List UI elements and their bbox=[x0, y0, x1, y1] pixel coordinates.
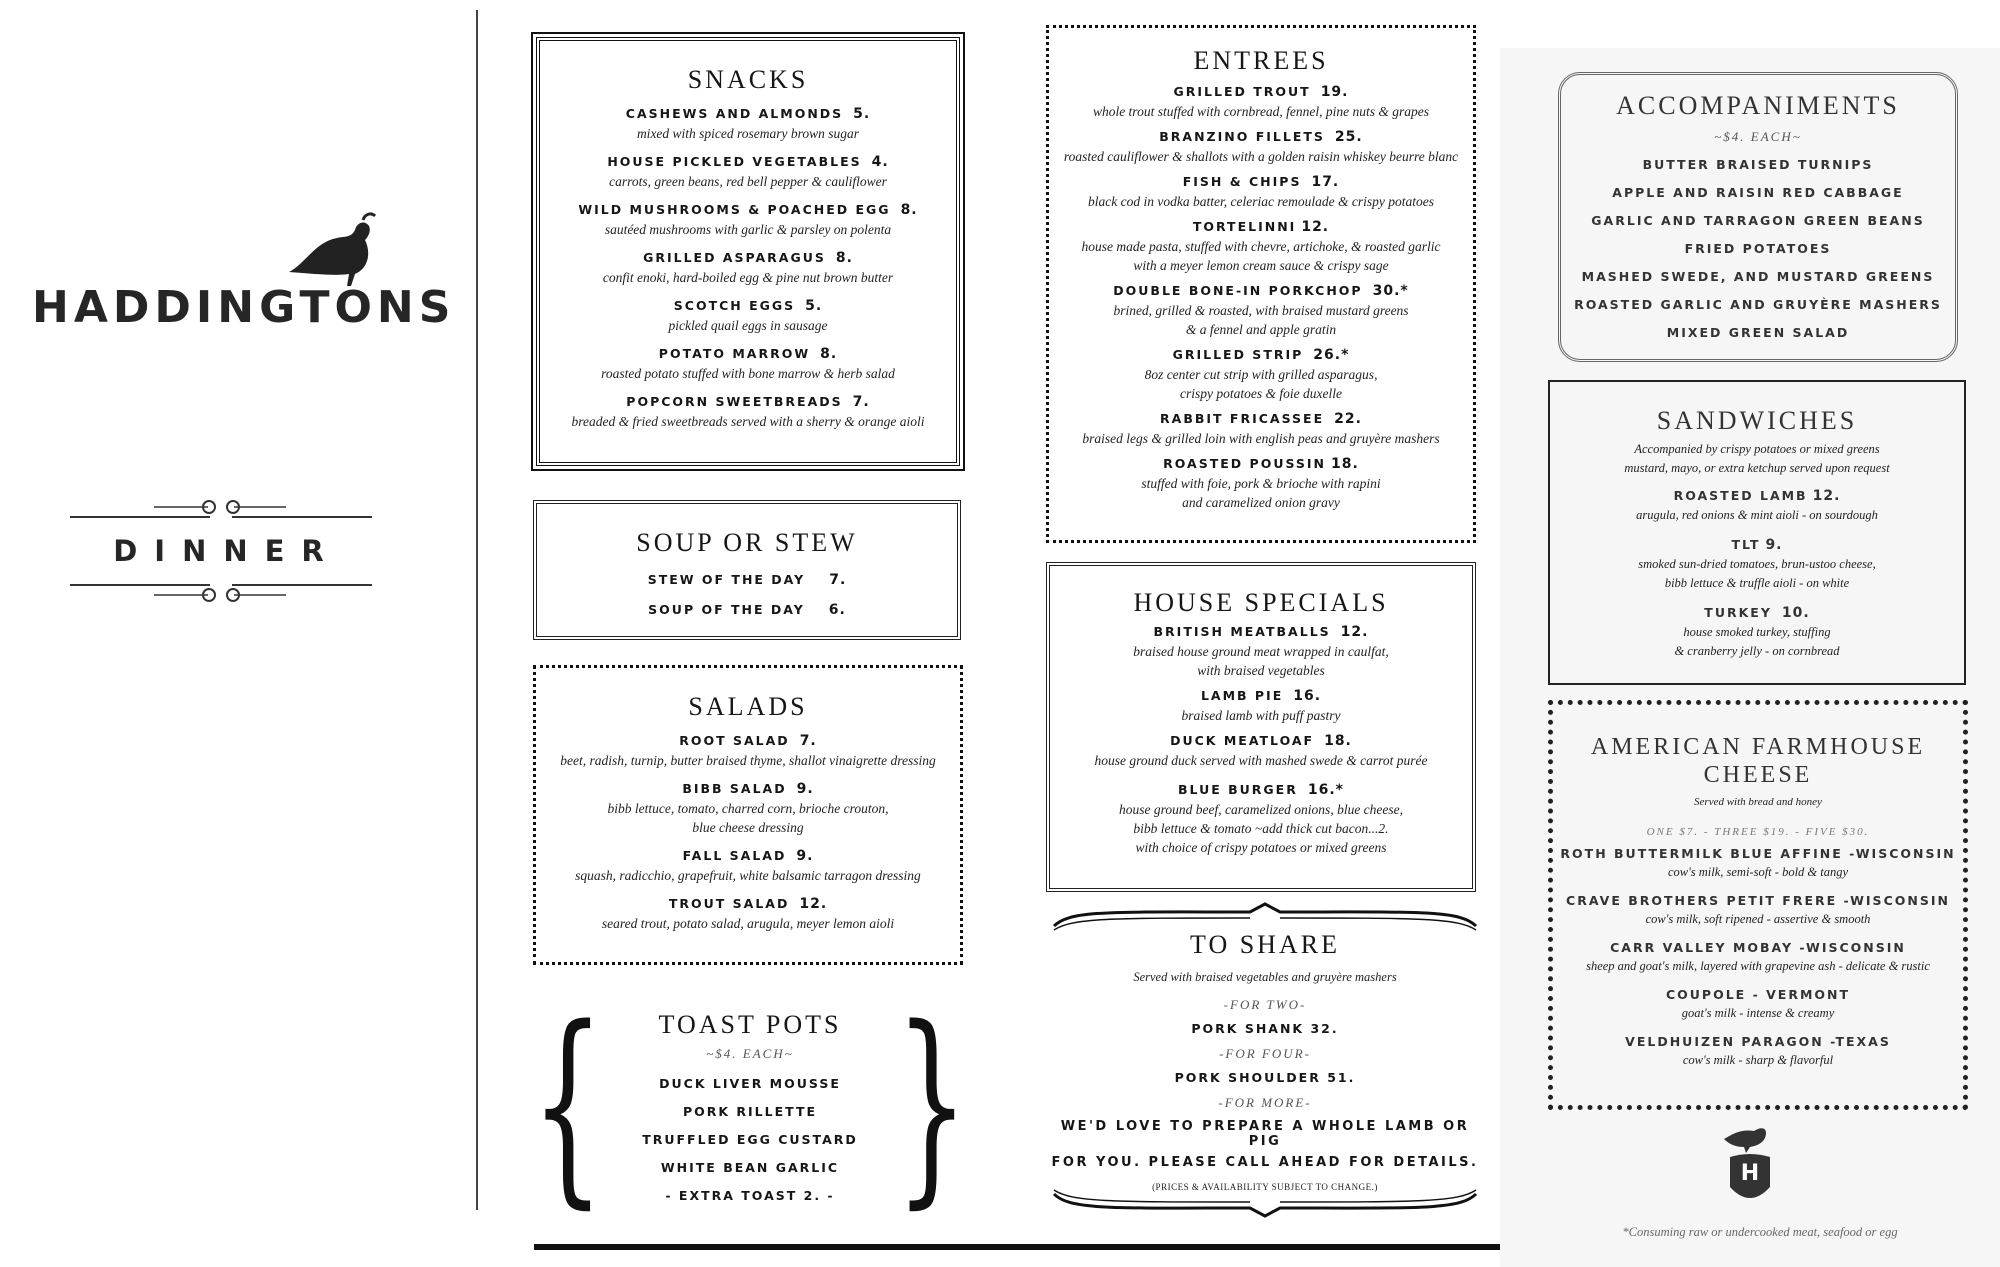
item-name: CARR VALLEY MOBAY -WISCONSIN bbox=[1610, 940, 1906, 955]
item-description: breaded & fried sweetbreads served with a sherry & orange aioli bbox=[571, 414, 925, 429]
item-name: RABBIT FRICASSEE bbox=[1160, 411, 1325, 426]
item-name: FALL SALAD bbox=[682, 848, 787, 863]
item-description: roasted cauliflower & shallots with a golden raisin whiskey beurre blanc bbox=[1063, 149, 1459, 164]
item-name: FISH & CHIPS bbox=[1182, 174, 1302, 189]
section-title: AMERICAN FARMHOUSE bbox=[1590, 734, 1926, 760]
section-title: SNACKS bbox=[687, 65, 809, 94]
item-name: GRILLED STRIP bbox=[1172, 347, 1304, 362]
menu-item bbox=[1553, 1034, 1963, 1070]
menu-item bbox=[537, 572, 957, 588]
menu-item: ROASTED GARLIC AND GRUYÈRE MASHERS bbox=[1574, 297, 1942, 312]
section-accompaniments bbox=[1558, 72, 1958, 362]
restaurant-logo-wordmark: HADDINGTONS bbox=[32, 282, 456, 333]
section-soup-or-stew bbox=[533, 500, 961, 640]
item-description: whole trout stuffed with cornbread, fennel, pine nuts & grapes bbox=[1092, 104, 1430, 119]
item-name: BLUE BURGER bbox=[1178, 782, 1298, 797]
menu-item bbox=[536, 781, 960, 837]
menu-item: WHITE BEAN GARLIC bbox=[660, 1160, 840, 1175]
item-name: WILD MUSHROOMS & POACHED EGG bbox=[578, 202, 891, 217]
item-name: CRAVE BROTHERS PETIT FRERE -WISCONSIN bbox=[1566, 893, 1950, 908]
menu-item bbox=[540, 394, 956, 431]
item-description: roasted potato stuffed with bone marrow & herb salad bbox=[601, 366, 895, 381]
menu-item: DUCK LIVER MOUSSE bbox=[659, 1076, 841, 1091]
item-name: STEW OF THE DAY bbox=[647, 572, 806, 587]
item-name: GRILLED ASPARAGUS bbox=[643, 250, 826, 265]
item-price: 7. bbox=[852, 394, 870, 410]
item-description: pickled quail eggs in sausage bbox=[668, 318, 828, 333]
menu-item bbox=[536, 733, 960, 770]
menu-item bbox=[536, 848, 960, 885]
item-description: bibb lettuce & truffle aioli - on white bbox=[1664, 576, 1850, 590]
for-four-label: -FOR FOUR- bbox=[1219, 1046, 1311, 1061]
item-price: 8. bbox=[820, 346, 838, 362]
menu-item bbox=[1050, 782, 1472, 857]
price-disclaimer: (PRICES & AVAILABILITY SUBJECT TO CHANGE.) bbox=[1152, 1182, 1378, 1192]
item-description: arugula, red onions & mint aioli - on sourdough bbox=[1636, 508, 1878, 522]
menu-item bbox=[540, 106, 956, 143]
item-price: 17. bbox=[1311, 174, 1340, 190]
item-description: & cranberry jelly - on cornbread bbox=[1674, 644, 1840, 658]
menu-item: FRIED POTATOES bbox=[1684, 241, 1832, 256]
section-title: TOAST POTS bbox=[658, 1010, 842, 1039]
item-price: 25. bbox=[1334, 129, 1363, 145]
item-price: 9. bbox=[1765, 537, 1783, 553]
cheese-pricing: ONE $7. - THREE $19. - FIVE $30. bbox=[1646, 826, 1870, 838]
item-description: house made pasta, stuffed with chevre, artichoke, & roasted garlic bbox=[1081, 239, 1441, 254]
menu-item bbox=[1049, 219, 1473, 275]
item-price: 18. bbox=[1324, 733, 1352, 749]
item-name: TLT bbox=[1731, 537, 1761, 552]
right-brace-icon: } bbox=[895, 982, 969, 1227]
menu-item bbox=[540, 202, 956, 239]
item-name: BRANZINO FILLETS bbox=[1159, 129, 1325, 144]
menu-item: PORK RILLETTE bbox=[682, 1104, 818, 1119]
item-description: confit enoki, hard-boiled egg & pine nut brown butter bbox=[602, 270, 894, 285]
item-name: LAMB PIE bbox=[1200, 688, 1284, 703]
for-two-label: -FOR TWO- bbox=[1223, 997, 1307, 1012]
item-name: ROASTED LAMB bbox=[1673, 488, 1808, 503]
item-description: stuffed with foie, pork & brioche with rapini bbox=[1141, 476, 1381, 491]
section-title: HOUSE SPECIALS bbox=[1133, 588, 1389, 617]
section-title: ACCOMPANIMENTS bbox=[1616, 91, 1900, 120]
item-description: bibb lettuce, tomato, charred corn, brioche crouton, bbox=[607, 801, 889, 816]
whole-animal-note: FOR YOU. PLEASE CALL AHEAD FOR DETAILS. bbox=[1051, 1155, 1479, 1170]
menu-item: PORK SHANK 32. bbox=[1191, 1021, 1339, 1036]
item-description: blue cheese dressing bbox=[692, 820, 804, 835]
page-bottom-rule bbox=[534, 1244, 1509, 1250]
price-note: ~$4. EACH~ bbox=[706, 1046, 794, 1061]
item-description: with choice of crispy potatoes or mixed greens bbox=[1135, 840, 1387, 855]
item-name: TURKEY bbox=[1704, 605, 1772, 620]
section-to-share bbox=[1050, 900, 1480, 1220]
item-name: POPCORN SWEETBREADS bbox=[626, 394, 843, 409]
item-name: ROASTED POUSSIN bbox=[1163, 456, 1327, 471]
section-salads bbox=[533, 665, 963, 965]
menu-item bbox=[1550, 537, 1964, 593]
item-price: 12. bbox=[1340, 624, 1369, 640]
item-name: ROTH BUTTERMILK BLUE AFFINE -WISCONSIN bbox=[1560, 846, 1956, 861]
item-description: carrots, green beans, red bell pepper & cauliflower bbox=[609, 174, 887, 189]
menu-item bbox=[540, 154, 956, 191]
item-price: 12. bbox=[799, 896, 828, 912]
menu-item: MIXED GREEN SALAD bbox=[1666, 325, 1850, 340]
menu-item: BUTTER BRAISED TURNIPS bbox=[1642, 157, 1874, 172]
item-price: 26.* bbox=[1313, 347, 1350, 363]
menu-item bbox=[1553, 846, 1963, 882]
price-note: ~$4. EACH~ bbox=[1714, 129, 1802, 144]
item-price: 7. bbox=[799, 733, 817, 749]
item-description: sheep and goat's milk, layered with grapevine ash - delicate & rustic bbox=[1586, 959, 1930, 973]
menu-item: TRUFFLED EGG CUSTARD bbox=[642, 1132, 858, 1147]
item-name: TROUT SALAD bbox=[668, 896, 790, 911]
item-description: braised house ground meat wrapped in caulfat, bbox=[1133, 644, 1389, 659]
section-title: CHEESE bbox=[1703, 762, 1813, 788]
crest-logo bbox=[1720, 1125, 1780, 1210]
item-description: braised legs & grilled loin with english peas and gruyère mashers bbox=[1082, 431, 1440, 446]
section-title: SOUP OR STEW bbox=[636, 528, 858, 557]
item-name: SOUP OF THE DAY bbox=[648, 602, 805, 617]
item-name: HOUSE PICKLED VEGETABLES bbox=[607, 154, 862, 169]
item-price: 16.* bbox=[1307, 782, 1344, 798]
dinner-banner bbox=[68, 500, 374, 602]
item-description: cow's milk - sharp & flavorful bbox=[1682, 1053, 1834, 1067]
item-name: COUPOLE - VERMONT bbox=[1665, 987, 1851, 1002]
item-name: ROOT SALAD bbox=[679, 733, 790, 748]
item-description: house ground beef, caramelized onions, blue cheese, bbox=[1118, 802, 1404, 817]
section-title: ENTREES bbox=[1193, 46, 1329, 75]
item-description: seared trout, potato salad, arugula, meyer lemon aioli bbox=[601, 916, 895, 931]
for-more-label: -FOR MORE- bbox=[1218, 1095, 1312, 1110]
page-fold-divider bbox=[476, 10, 478, 1210]
menu-item bbox=[1553, 893, 1963, 929]
item-description: sautéed mushrooms with garlic & parsley on polenta bbox=[604, 222, 892, 237]
menu-item bbox=[1049, 347, 1473, 403]
menu-item bbox=[1550, 605, 1964, 661]
section-subtitle: mustard, mayo, or extra ketchup served upon request bbox=[1624, 461, 1890, 475]
item-description: squash, radicchio, grapefruit, white balsamic tarragon dressing bbox=[575, 868, 921, 883]
item-name: BIBB SALAD bbox=[682, 781, 787, 796]
item-description: bibb lettuce & tomato ~add thick cut bacon...2. bbox=[1133, 821, 1389, 836]
item-price: 12. bbox=[1812, 488, 1841, 504]
section-subtitle: Served with bread and honey bbox=[1694, 796, 1822, 808]
item-name: VELDHUIZEN PARAGON -TEXAS bbox=[1625, 1034, 1891, 1049]
section-toast-pots bbox=[531, 982, 969, 1230]
item-description: with braised vegetables bbox=[1197, 663, 1325, 678]
item-name: SCOTCH EGGS bbox=[673, 298, 796, 313]
item-description: 8oz center cut strip with grilled asparagus, bbox=[1144, 367, 1378, 382]
item-price: 6. bbox=[828, 602, 846, 618]
section-sandwiches bbox=[1548, 380, 1966, 685]
item-description: house ground duck served with mashed swede & carrot purée bbox=[1094, 753, 1428, 768]
menu-item: GARLIC AND TARRAGON GREEN BEANS bbox=[1591, 213, 1925, 228]
menu-item bbox=[1050, 624, 1472, 680]
menu-item bbox=[1050, 688, 1472, 725]
menu-item bbox=[536, 896, 960, 933]
item-description: braised lamb with puff pastry bbox=[1181, 708, 1341, 723]
menu-item bbox=[1049, 129, 1473, 166]
item-name: POTATO MARROW bbox=[658, 346, 811, 361]
quail-icon bbox=[285, 212, 377, 290]
dinner-label: DINNER bbox=[113, 534, 341, 568]
item-price: 8. bbox=[835, 250, 853, 266]
menu-item bbox=[1550, 488, 1964, 525]
item-price: 7. bbox=[829, 572, 847, 588]
item-description: & a fennel and apple gratin bbox=[1185, 322, 1337, 337]
menu-item bbox=[537, 602, 957, 618]
item-price: 22. bbox=[1334, 411, 1362, 427]
section-snacks bbox=[536, 37, 960, 466]
item-price: 12. bbox=[1301, 219, 1330, 235]
item-description: brined, grilled & roasted, with braised mustard greens bbox=[1113, 303, 1409, 318]
item-price: 18. bbox=[1331, 456, 1359, 472]
menu-item bbox=[1049, 84, 1473, 121]
menu-item bbox=[1049, 411, 1473, 448]
item-description: crispy potatoes & foie duxelle bbox=[1180, 386, 1342, 401]
whole-animal-note: WE'D LOVE TO PREPARE A WHOLE LAMB OR PIG bbox=[1060, 1119, 1470, 1149]
section-subtitle: Accompanied by crispy potatoes or mixed greens bbox=[1634, 442, 1880, 456]
item-name: CASHEWS AND ALMONDS bbox=[625, 106, 844, 121]
item-name: DOUBLE BONE-IN PORKCHOP bbox=[1113, 283, 1363, 298]
item-name: DUCK MEATLOAF bbox=[1170, 733, 1315, 748]
item-description: beet, radish, turnip, butter braised thyme, shallot vinaigrette dressing bbox=[560, 753, 936, 768]
menu-item bbox=[1049, 456, 1473, 512]
menu-item: - EXTRA TOAST 2. - bbox=[665, 1188, 835, 1203]
item-description: house smoked turkey, stuffing bbox=[1683, 625, 1831, 639]
menu-item: PORK SHOULDER 51. bbox=[1174, 1070, 1356, 1085]
ornate-frame-icon bbox=[1050, 900, 1480, 1220]
item-price: 5. bbox=[805, 298, 823, 314]
item-price: 9. bbox=[796, 781, 814, 797]
menu-item bbox=[540, 346, 956, 383]
item-description: smoked sun-dried tomatoes, brun-ustoo cheese, bbox=[1638, 557, 1876, 571]
section-title: SALADS bbox=[688, 692, 808, 721]
section-title: TO SHARE bbox=[1190, 930, 1340, 959]
item-name: TORTELINNI bbox=[1192, 219, 1297, 234]
menu-item bbox=[1049, 174, 1473, 211]
item-price: 8. bbox=[900, 202, 918, 218]
menu-item bbox=[1050, 733, 1472, 770]
item-description: cow's milk, semi-soft - bold & tangy bbox=[1667, 865, 1849, 879]
item-description: with a meyer lemon cream sauce & crispy sage bbox=[1133, 258, 1389, 273]
item-description: cow's milk, soft ripened - assertive & smooth bbox=[1645, 912, 1871, 926]
item-price: 4. bbox=[871, 154, 889, 170]
item-price: 5. bbox=[853, 106, 871, 122]
item-price: 30.* bbox=[1372, 283, 1409, 299]
item-price: 19. bbox=[1320, 84, 1349, 100]
item-price: 10. bbox=[1781, 605, 1810, 621]
menu-item bbox=[1553, 987, 1963, 1023]
left-brace-icon: { bbox=[531, 982, 605, 1227]
item-price: 9. bbox=[796, 848, 814, 864]
item-name: GRILLED TROUT bbox=[1173, 84, 1311, 99]
menu-item: MASHED SWEDE, AND MUSTARD GREENS bbox=[1581, 269, 1935, 284]
raw-food-notice: *Consuming raw or undercooked meat, seafood or egg bbox=[1622, 1225, 1898, 1239]
section-title: SANDWICHES bbox=[1656, 406, 1858, 435]
section-farmhouse-cheese bbox=[1548, 700, 1968, 1110]
section-entrees bbox=[1046, 25, 1476, 543]
menu-item bbox=[1049, 283, 1473, 339]
item-description: black cod in vodka batter, celeriac remoulade & crispy potatoes bbox=[1088, 194, 1434, 209]
menu-item: APPLE AND RAISIN RED CABBAGE bbox=[1612, 185, 1904, 200]
item-description: and caramelized onion gravy bbox=[1182, 495, 1340, 510]
item-description: goat's milk - intense & creamy bbox=[1681, 1006, 1835, 1020]
menu-item bbox=[540, 250, 956, 287]
crest-letter: H bbox=[1740, 1161, 1760, 1186]
menu-item bbox=[540, 298, 956, 335]
section-subtitle: Served with braised vegetables and gruyère mashers bbox=[1133, 970, 1397, 984]
item-name: BRITISH MEATBALLS bbox=[1153, 624, 1331, 639]
section-house-specials bbox=[1046, 562, 1476, 892]
menu-item bbox=[1553, 940, 1963, 976]
item-price: 16. bbox=[1293, 688, 1322, 704]
item-description: mixed with spiced rosemary brown sugar bbox=[636, 126, 860, 141]
